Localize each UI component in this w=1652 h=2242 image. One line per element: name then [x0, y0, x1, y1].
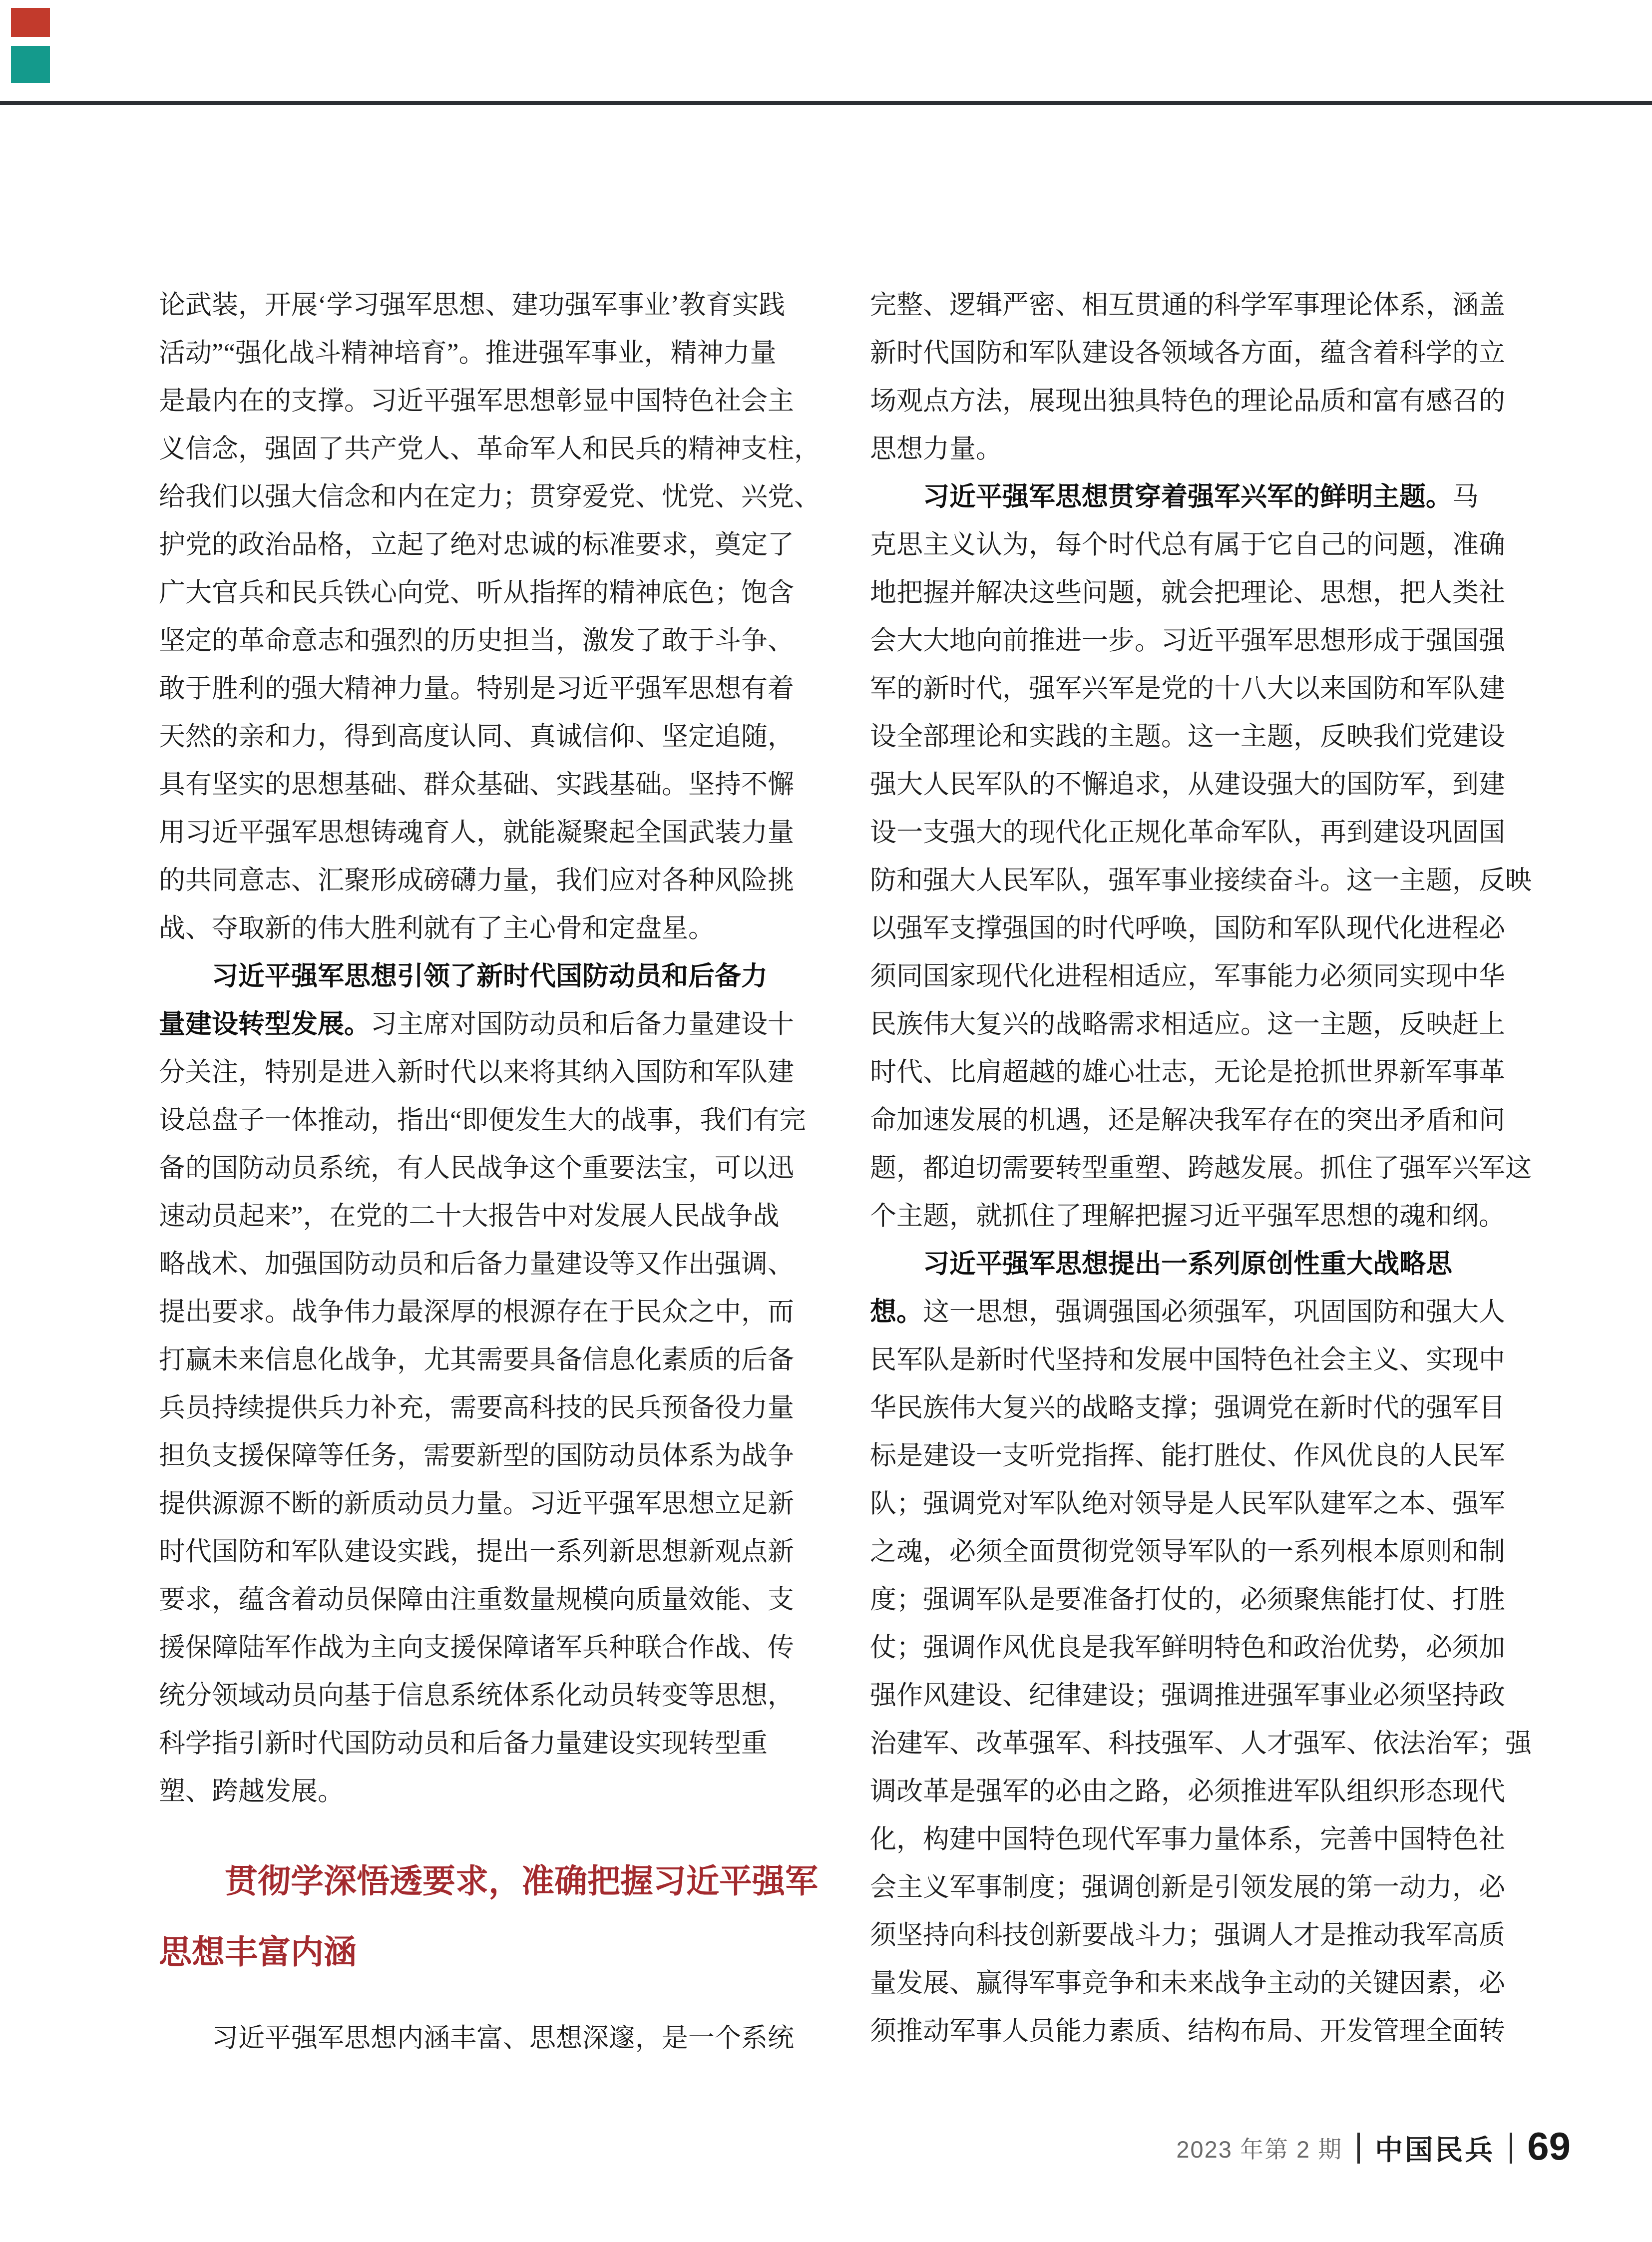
text-line: 须推动军事人员能力素质、结构布局、开发管理全面转: [870, 2017, 1505, 2046]
text-line: 科学指引新时代国防动员和后备力量建设实现转型重: [159, 1729, 768, 1758]
text-line: 要求，蕴含着动员保障由注重数量规模向质量效能、支: [159, 1585, 794, 1614]
text-line: 度；强调军队是要准备打仗的，必须聚焦能打仗、打胜: [870, 1585, 1505, 1614]
text-line: 天然的亲和力，得到高度认同、真诚信仰、坚定追随，: [159, 722, 794, 751]
paragraph-block: [159, 2014, 823, 2062]
text-line: 担负支援保障等任务，需要新型的国防动员体系为战争: [159, 1441, 794, 1470]
text-line: 塑、跨越发展。: [159, 1777, 344, 1806]
text-line: 护党的政治品格，立起了绝对忠诚的标准要求，奠定了: [159, 530, 794, 559]
text-line: 军的新时代，强军兴军是党的十八大以来国防和军队建: [870, 674, 1505, 703]
text-line: 民族伟大复兴的战略需求相适应。这一主题，反映赶上: [870, 1010, 1505, 1039]
bold-lead-text: 习近平强军思想提出一系列原创性重大战略思: [923, 1249, 1452, 1279]
text-line: 义信念，强固了共产党人、革命军人和民兵的精神支柱，: [159, 435, 821, 463]
text-line: 化，构建中国特色现代军事力量体系，完善中国特色社: [870, 1825, 1505, 1854]
text-line: 之魂，必须全面贯彻党领导军队的一系列根本原则和制: [870, 1537, 1505, 1566]
text-line: 调改革是强军的必由之路，必须推进军队组织形态现代: [870, 1777, 1505, 1806]
text-line: 敢于胜利的强大精神力量。特别是习近平强军思想有着: [159, 674, 794, 703]
text-line: 设一支强大的现代化正规化革命军队，再到建设巩固国: [870, 818, 1505, 847]
text-line: 思想力量。: [870, 435, 1002, 463]
text-line: 强作风建设、纪律建设；强调推进强军事业必须坚持政: [870, 1681, 1505, 1710]
text-line: 提出要求。战争伟力最深厚的根源存在于民众之中，而: [159, 1298, 794, 1327]
text-line: 新时代国防和军队建设各领域各方面，蕴含着科学的立: [870, 339, 1505, 368]
print-mark-red: [11, 8, 50, 37]
paragraph-block: [159, 952, 823, 1815]
text-line: 具有坚实的思想基础、群众基础、实践基础。坚持不懈: [159, 770, 794, 799]
text-line: 治建军、改革强军、科技强军、人才强军、依法治军；强: [870, 1729, 1532, 1758]
text-line: 是最内在的支撑。习近平强军思想彰显中国特色社会主: [159, 387, 794, 416]
footer-divider-icon: [1510, 2133, 1512, 2164]
text-line: 统分领域动员向基于信息系统体系化动员转变等思想，: [159, 1681, 794, 1710]
bold-lead-text: 想。: [870, 1297, 923, 1327]
page-footer: [1176, 2124, 1571, 2169]
text-line: 华民族伟大复兴的战略支撑；强调党在新时代的强军目: [870, 1393, 1505, 1422]
top-rule: [0, 101, 1652, 105]
text-line: 会主义军事制度；强调创新是引领发展的第一动力，必: [870, 1873, 1505, 1902]
text-line: 须同国家现代化进程相适应，军事能力必须同实现中华: [870, 962, 1505, 991]
text-line: 量建设转型发展。习主席对国防动员和后备力量建设十: [159, 1009, 794, 1039]
text-line: 兵员持续提供兵力补充，需要高科技的民兵预备役力量: [159, 1393, 794, 1422]
text-line: 须坚持向科技创新要战斗力；强调人才是推动我军高质: [870, 1921, 1505, 1950]
article-column-right: [870, 281, 1534, 2055]
footer-divider-icon: [1357, 2133, 1360, 2164]
heading-line: 思想丰富内涵: [159, 1933, 357, 1970]
section-heading: [159, 1845, 823, 1987]
text-line: 备的国防动员系统，有人民战争这个重要法宝，可以迅: [159, 1154, 794, 1183]
paragraph-block: [870, 281, 1534, 473]
text-line: [870, 1240, 1534, 1288]
text-line: 的共同意志、汇聚形成磅礴力量，我们应对各种风险挑: [159, 866, 794, 895]
bold-lead-text: 习近平强军思想贯穿着强军兴军的鲜明主题。: [923, 482, 1452, 511]
paragraph-block: [159, 281, 823, 952]
paragraph-block: [870, 473, 1534, 1240]
text-line: 习近平强军思想贯穿着强军兴军的鲜明主题。马: [923, 482, 1479, 511]
text-line: 时代国防和军队建设实践，提出一系列新思想新观点新: [159, 1537, 794, 1566]
text-line: 克思主义认为，每个时代总有属于它自己的问题，准确: [870, 530, 1505, 559]
text-line: 量发展、赢得军事竞争和未来战争主动的关键因素，必: [870, 1969, 1505, 1998]
text-line: 打赢未来信息化战争，尤其需要具备信息化素质的后备: [159, 1345, 794, 1374]
text-line: 会大大地向前推进一步。习近平强军思想形成于强国强: [870, 626, 1505, 655]
text-line: 题，都迫切需要转型重塑、跨越发展。抓住了强军兴军这: [870, 1154, 1532, 1183]
text-line: 设总盘子一体推动，指出“即便发生大的战事，我们有完: [159, 1106, 806, 1135]
text-line: 以强军支撑强国的时代呼唤，国防和军队现代化进程必: [870, 914, 1505, 943]
text-line: 论武装，开展‘学习强军思想、建功强军事业’教育实践: [159, 291, 786, 320]
text-line: 坚定的革命意志和强烈的历史担当，激发了敢于斗争、: [159, 626, 794, 655]
text-line: 广大官兵和民兵铁心向党、听从指挥的精神底色；饱含: [159, 578, 794, 607]
text-line: 民军队是新时代坚持和发展中国特色社会主义、实现中: [870, 1345, 1505, 1374]
bold-lead-text: 量建设转型发展。: [159, 1009, 371, 1039]
text-line: 略战术、加强国防动员和后备力量建设等又作出强调、: [159, 1250, 794, 1279]
text-line: 时代、比肩超越的雄心壮志，无论是抢抓世界新军事革: [870, 1058, 1505, 1087]
text-line: [159, 952, 823, 1000]
print-mark-teal: [11, 46, 50, 83]
footer-magazine-title: 中国民兵: [1375, 2134, 1495, 2166]
article-column-left: [159, 281, 823, 2062]
text-line: 给我们以强大信念和内在定力；贯穿爱党、忧党、兴党、: [159, 482, 821, 511]
text-line: 防和强大人民军队，强军事业接续奋斗。这一主题，反映: [870, 866, 1532, 895]
text-line: 标是建设一支听党指挥、能打胜仗、作风优良的人民军: [870, 1441, 1505, 1470]
text-line: 战、夺取新的伟大胜利就有了主心骨和定盘星。: [159, 914, 715, 943]
text-line: 地把握并解决这些问题，就会把理论、思想，把人类社: [870, 578, 1505, 607]
text-line: 习近平强军思想内涵丰富、思想深邃，是一个系统: [212, 2024, 794, 2053]
text-line: 队；强调党对军队绝对领导是人民军队建军之本、强军: [870, 1489, 1505, 1518]
text-line: 援保障陆军作战为主向支援保障诸军兵种联合作战、传: [159, 1633, 794, 1662]
bold-lead-text: 习近平强军思想引领了新时代国防动员和后备力: [212, 961, 768, 991]
text-line: 设全部理论和实践的主题。这一主题，反映我们党建设: [870, 722, 1505, 751]
text-line: 速动员起来”，在党的二十大报告中对发展人民战争战: [159, 1202, 780, 1231]
text-line: 仗；强调作风优良是我军鲜明特色和政治优势，必须加: [870, 1633, 1505, 1662]
text-line: 场观点方法，展现出独具特色的理论品质和富有感召的: [870, 387, 1505, 416]
text-line: 强大人民军队的不懈追求，从建设强大的国防军，到建: [870, 770, 1505, 799]
text-line: 用习近平强军思想铸魂育人，就能凝聚起全国武装力量: [159, 818, 794, 847]
text-line: 活动”“强化战斗精神培育”。推进强军事业，精神力量: [159, 339, 777, 368]
text-line: 分关注，特别是进入新时代以来将其纳入国防和军队建: [159, 1058, 794, 1087]
text-line: 完整、逻辑严密、相互贯通的科学军事理论体系，涵盖: [870, 291, 1505, 320]
text-line: 命加速发展的机遇，还是解决我军存在的突出矛盾和问: [870, 1106, 1505, 1135]
text-line: 想。这一思想，强调强国必须强军，巩固国防和强大人: [870, 1297, 1505, 1327]
text-line: 个主题，就抓住了理解把握习近平强军思想的魂和纲。: [870, 1202, 1505, 1231]
paragraph-block: [870, 1240, 1534, 2055]
text-line: 提供源源不断的新质动员力量。习近平强军思想立足新: [159, 1489, 794, 1518]
footer-page-number: 69: [1527, 2124, 1571, 2168]
footer-issue-label: 2023 年第 2 期: [1176, 2136, 1343, 2163]
heading-line: 贯彻学深悟透要求，准确把握习近平强军: [225, 1862, 818, 1899]
